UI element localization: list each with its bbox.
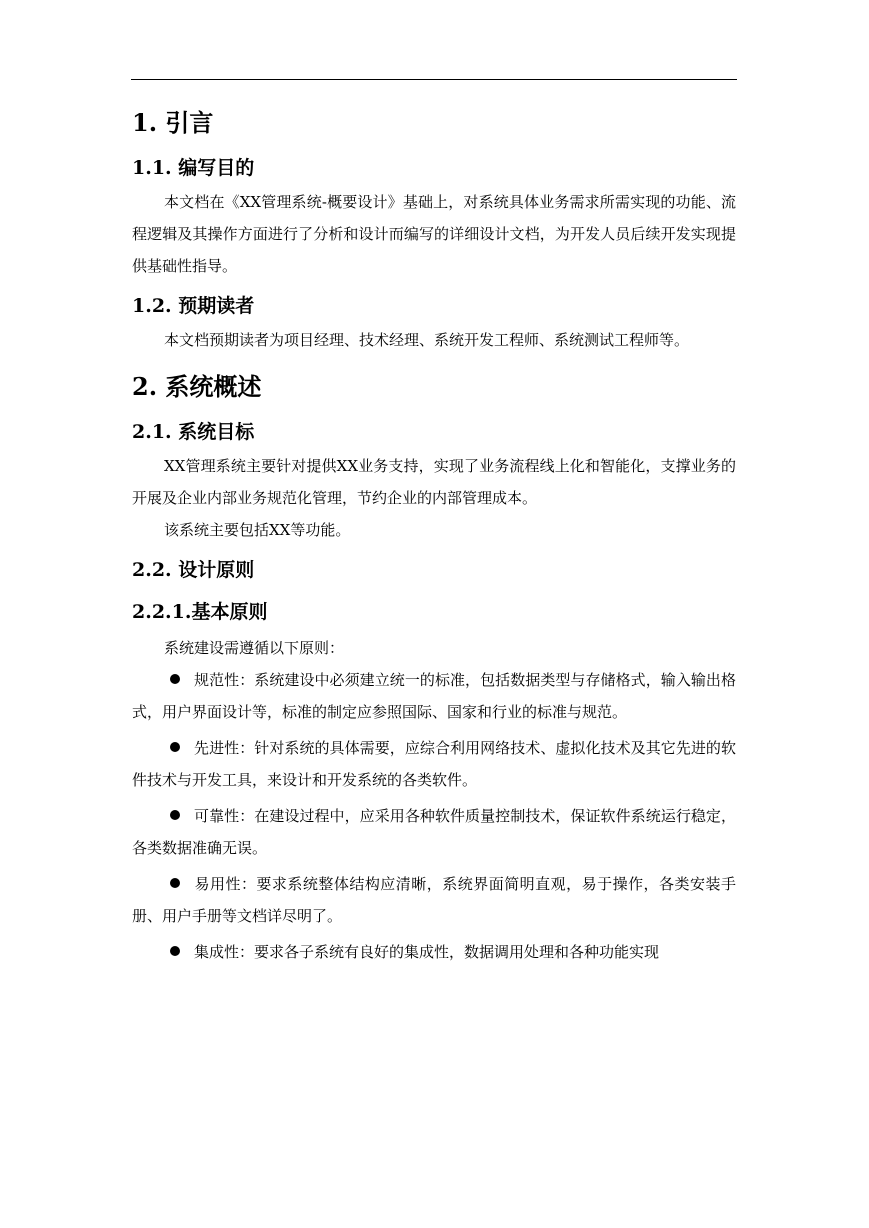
section-1-1-paragraph: 本文档在《XX管理系统-概要设计》基础上，对系统具体业务需求所需实现的功能、流程逻辑及其操作方面进行了分析和设计而编写的详细设计文档，为开发人员后续开发实现提供基础性指导。 — [132, 193, 736, 275]
bullet-text: 易用性：要求系统整体结构应清晰，系统界面简明直观，易于操作，各类安装手册、用户手册等文档详尽明了。 — [132, 875, 736, 925]
section-2-2-1-heading: 2.2.1.基本原则 — [132, 601, 268, 623]
bullet-text: 先进性：针对系统的具体需要，应综合利用网络技术、虚拟化技术及其它先进的软件技术与开发工具，来设计和开发系统的各类软件。 — [132, 739, 736, 789]
section-2-1-paragraph-1: XX管理系统主要针对提供XX业务支持，实现了业务流程线上化和智能化，支撑业务的开展及企业内部业务规范化管理，节约企业的内部管理成本。 — [132, 457, 736, 507]
bullet-text: 集成性：要求各子系统有良好的集成性，数据调用处理和各种功能实现 — [194, 943, 660, 961]
bullet-item — [132, 868, 736, 932]
bullet-icon — [170, 946, 180, 956]
section-2-1-paragraph-2: 该系统主要包括XX等功能。 — [164, 521, 351, 539]
bullet-icon — [170, 810, 180, 820]
bullet-icon — [170, 674, 180, 684]
bullet-icon — [170, 742, 180, 752]
bullet-text: 可靠性：在建设过程中，应采用各种软件质量控制技术，保证软件系统运行稳定，各类数据准确无误。 — [132, 807, 736, 857]
section-2-2-1-intro: 系统建设需遵循以下原则： — [164, 639, 345, 657]
document-body — [132, 100, 736, 968]
bullet-item — [132, 664, 736, 728]
bullet-text: 规范性：系统建设中必须建立统一的标准，包括数据类型与存储格式，输入输出格式，用户界面设计等，标准的制定应参照国际、国家和行业的标准与规范。 — [132, 671, 736, 721]
section-1-2-paragraph: 本文档预期读者为项目经理、技术经理、系统开发工程师、系统测试工程师等。 — [164, 331, 690, 349]
bullet-item — [132, 936, 736, 968]
section-1-heading: 1. 引言 — [132, 108, 214, 137]
section-2-heading: 2. 系统概述 — [132, 372, 262, 401]
bullet-icon — [170, 878, 180, 888]
section-1-2-heading: 1.2. 预期读者 — [132, 295, 255, 317]
section-2-2-heading: 2.2. 设计原则 — [132, 559, 255, 581]
section-2-1-heading: 2.1. 系统目标 — [132, 421, 255, 443]
section-1-1-heading: 1.1. 编写目的 — [132, 157, 255, 179]
bullet-item — [132, 800, 736, 864]
header-rule — [131, 79, 737, 80]
bullet-item — [132, 732, 736, 796]
